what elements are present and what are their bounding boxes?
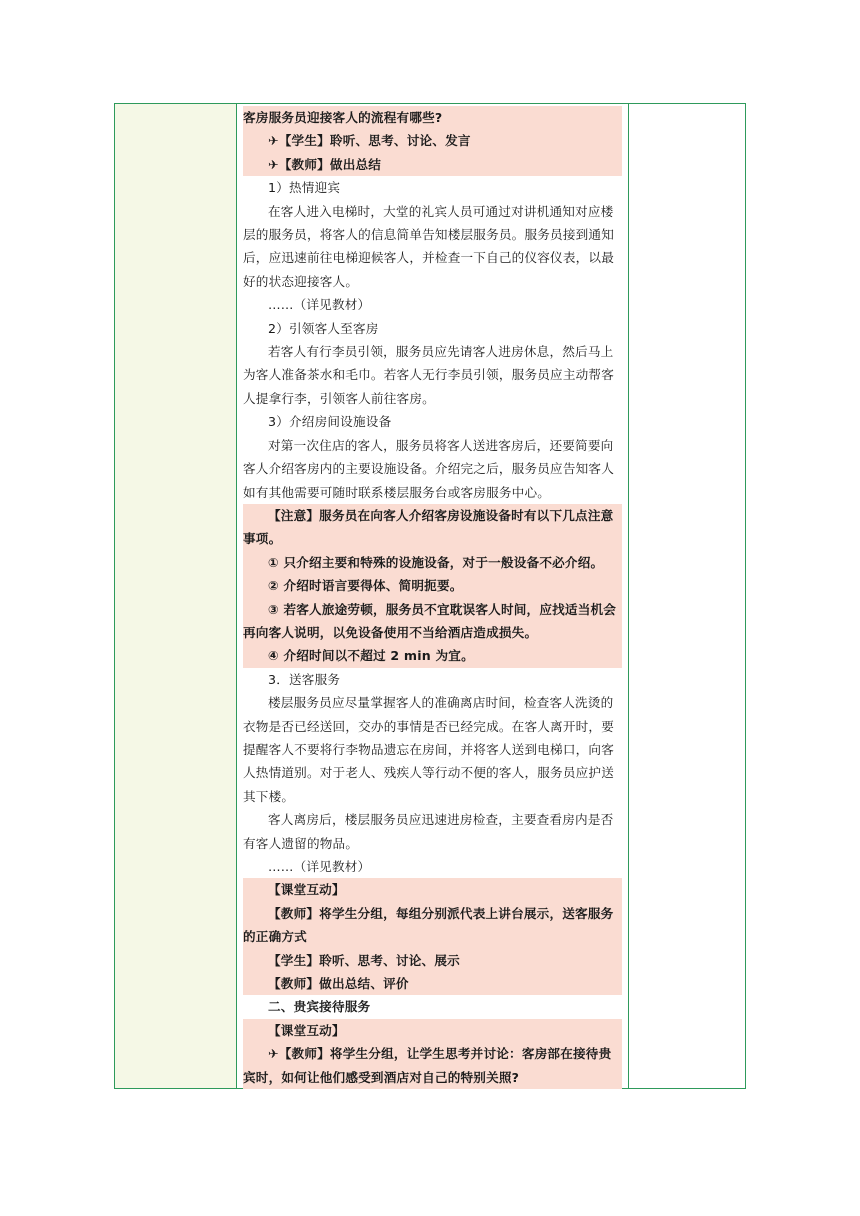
text-line: 客房服务员迎接客人的流程有哪些? (243, 106, 622, 129)
text-line: 客人离房后，楼层服务员应迅速进房检查，主要查看房内是否 (268, 812, 614, 828)
text-line: 3．送客服务 (268, 671, 341, 687)
text-line: 【教师】做出总结、评价 (243, 972, 622, 995)
text-line: 为客人准备茶水和毛巾。若客人无行李员引领，服务员应主动帮客 (243, 367, 615, 383)
text-line: ……（详见教材） (268, 859, 371, 874)
text-line: 如有其他需要可随时联系楼层服务台或客房服务中心。 (243, 484, 551, 500)
text-line: 【课堂互动】 (243, 1019, 622, 1042)
text-line: ✈【教师】做出总结 (243, 153, 622, 176)
text-line: 好的状态迎接客人。 (243, 273, 359, 289)
text-line: 在客人进入电梯时，大堂的礼宾人员可通过对讲机通知对应楼 (268, 203, 614, 219)
text-line: ……（详见教材） (268, 297, 371, 313)
lesson-table (114, 103, 746, 1089)
text-line: 再向客人说明，以免设备使用不当给酒店造成损失。 (243, 621, 622, 644)
text-line: 有客人遗留的物品。 (243, 835, 359, 851)
text-line: 其下楼。 (243, 788, 295, 804)
text-line: 客人介绍客房内的主要设施设备。介绍完之后，服务员应告知客人 (243, 461, 615, 477)
text-line: ✈【学生】聆听、思考、讨论、发言 (243, 129, 622, 152)
text-line: 3）介绍房间设施设备 (268, 414, 392, 430)
content-cell (237, 104, 629, 1088)
text-line: ② 介绍时语言要得体、简明扼要。 (243, 574, 622, 597)
text-line: ③ 若客人旅途劳顿，服务员不宜耽误客人时间，应找适当机会 (243, 598, 622, 621)
text-line: 后，应迅速前往电梯迎候客人，并检查一下自己的仪容仪表，以最 (243, 250, 615, 266)
text-line: 事项。 (243, 527, 622, 550)
text-line: 提醒客人不要将行李物品遗忘在房间，并将客人送到电梯口，向客 (243, 741, 615, 757)
text-line: 1）热情迎宾 (268, 180, 341, 196)
left-column-cell (115, 104, 237, 1088)
text-line: 人热情道别。对于老人、残疾人等行动不便的客人，服务员应护送 (243, 765, 615, 781)
text-line: 【教师】将学生分组，每组分别派代表上讲台展示，送客服务 (243, 902, 622, 925)
text-line: 楼层服务员应尽量掌握客人的准确离店时间，检查客人洗烫的 (268, 695, 614, 711)
text-line: 若客人有行李员引领，服务员应先请客人进房休息，然后马上 (268, 344, 614, 360)
text-line: ✈【教师】将学生分组，让学生思考并讨论：客房部在接待贵 (243, 1042, 622, 1065)
text-line: 【学生】聆听、思考、讨论、展示 (243, 949, 622, 972)
text-line: 人提拿行李，引领客人前往客房。 (243, 390, 435, 406)
text-line: ④ 介绍时间以不超过 2 min 为宜。 (243, 644, 622, 667)
text-line: 【课堂互动】 (243, 878, 622, 901)
text-line: 对第一次住店的客人，服务员将客人送进客房后，还要简要向 (268, 437, 614, 453)
text-line: 2）引领客人至客房 (268, 320, 379, 336)
text-line: ① 只介绍主要和特殊的设施设备，对于一般设备不必介绍。 (243, 551, 622, 574)
text-line: 二、贵宾接待服务 (268, 999, 371, 1015)
text-line: 衣物是否已经送回，交办的事情是否已经完成。在客人离开时，要 (243, 718, 615, 734)
right-column-cell (629, 104, 745, 1088)
text-line: 的正确方式 (243, 925, 622, 948)
text-line: 层的服务员，将客人的信息简单告知楼层服务员。服务员接到通知 (243, 227, 615, 243)
text-line: 【注意】服务员在向客人介绍客房设施设备时有以下几点注意 (243, 504, 622, 527)
text-line: 宾时，如何让他们感受到酒店对自己的特别关照? (243, 1066, 622, 1089)
